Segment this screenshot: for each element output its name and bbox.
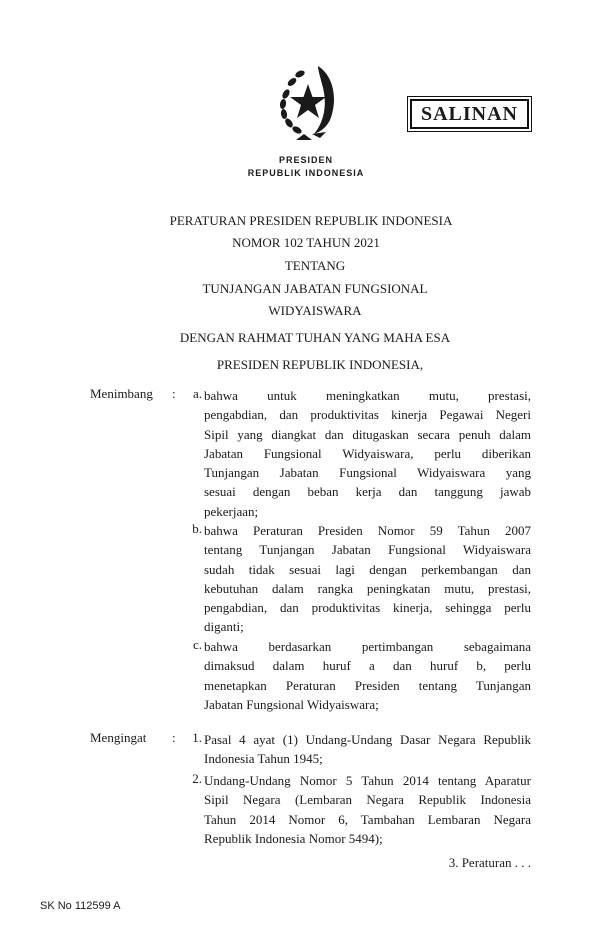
menimbang-colon: :: [172, 386, 176, 401]
menimbang-item-c: [204, 637, 531, 714]
menimbang-c-line: dimaksud dalam huruf a dan huruf b, perlu: [204, 658, 531, 674]
menimbang-b-line: diganti;: [204, 619, 244, 635]
president-label-line1: PRESIDEN: [278, 155, 333, 165]
document-code: SK No 112599 A: [40, 900, 121, 912]
menimbang-b-line: pengabdian, dan produktivitas kinerja, sehingga perlu: [204, 600, 531, 616]
menimbang-a-line: bahwa untuk meningkatkan mutu, prestasi,: [204, 388, 531, 403]
menimbang-b-line: tentang Tunjangan Jabatan Fungsional Widyaiswara: [204, 542, 531, 558]
mengingat-marker-1: 1.: [192, 730, 202, 745]
menimbang-a-line: Jabatan Fungsional Widyaiswara, perlu diberikan: [204, 445, 531, 461]
menimbang-marker-b: b.: [192, 521, 202, 536]
menimbang-b-line: kebutuhan dalam rangka peningkatan mutu, prestasi,: [204, 580, 531, 596]
mengingat-marker-2: 2.: [192, 771, 202, 786]
garuda-emblem-icon: [274, 60, 340, 142]
mengingat-1-line: Indonesia Tahun 1945;: [204, 751, 323, 767]
salinan-stamp: SALINAN: [410, 99, 529, 129]
menimbang-marker-a: a.: [192, 386, 202, 401]
regulation-subject-line2: WIDYAISWARA: [268, 303, 362, 318]
menimbang-c-line: menetapkan Peraturan Presiden tentang Tunjangan: [204, 677, 531, 693]
mengingat-item-2: [204, 771, 531, 848]
menimbang-c-line: Jabatan Fungsional Widyaiswara;: [204, 696, 379, 712]
menimbang-label: Menimbang: [90, 386, 153, 401]
mengingat-item-1: [204, 730, 531, 769]
menimbang-b-line: sudah tidak sesuai lagi dengan perkembangan dan: [204, 561, 531, 577]
blessing-line: DENGAN RAHMAT TUHAN YANG MAHA ESA: [179, 330, 451, 345]
menimbang-a-line: pengabdian, dan produktivitas kinerja Pegawai Negeri: [204, 407, 531, 423]
mengingat-2-line: Republik Indonesia Nomor 5494);: [204, 830, 383, 846]
mengingat-1-line: Pasal 4 ayat (1) Undang-Undang Dasar Negara Republik: [204, 732, 531, 747]
regulation-number: NOMOR 102 TAHUN 2021: [232, 235, 380, 250]
regulation-about: TENTANG: [284, 258, 346, 273]
regulation-subject-line1: TUNJANGAN JABATAN FUNGSIONAL: [202, 281, 428, 296]
mengingat-2-line: Undang-Undang Nomor 5 Tahun 2014 tentang Aparatur: [204, 773, 531, 788]
menimbang-c-line: bahwa berdasarkan pertimbangan sebagaimana: [204, 639, 531, 654]
mengingat-2-line: Tahun 2014 Nomor 6, Tambahan Lembaran Negara: [204, 811, 531, 827]
menimbang-marker-c: c.: [192, 637, 202, 652]
menimbang-a-line: sesuai dengan beban kerja dan tanggung jawab: [204, 484, 531, 500]
mengingat-label: Mengingat: [90, 730, 147, 745]
menimbang-item-b: [204, 521, 531, 637]
menimbang-item-a: [204, 386, 531, 521]
mengingat-2-line: Sipil Negara (Lembaran Negara Republik Indonesia: [204, 792, 531, 808]
menimbang-a-line: Sipil yang diangkat dan ditugaskan secara penuh dalam: [204, 426, 531, 442]
menimbang-b-line: bahwa Peraturan Presiden Nomor 59 Tahun 2007: [204, 523, 531, 538]
page-continuation: 3. Peraturan . . .: [448, 855, 531, 870]
menimbang-a-line: Tunjangan Jabatan Fungsional Widyaiswara yang: [204, 465, 531, 481]
regulation-title: PERATURAN PRESIDEN REPUBLIK INDONESIA: [169, 213, 453, 228]
issuer-line: PRESIDEN REPUBLIK INDONESIA,: [216, 357, 424, 372]
menimbang-a-line: pekerjaan;: [204, 503, 259, 519]
president-label-line2: REPUBLIK INDONESIA: [247, 168, 365, 178]
mengingat-colon: :: [172, 730, 176, 745]
